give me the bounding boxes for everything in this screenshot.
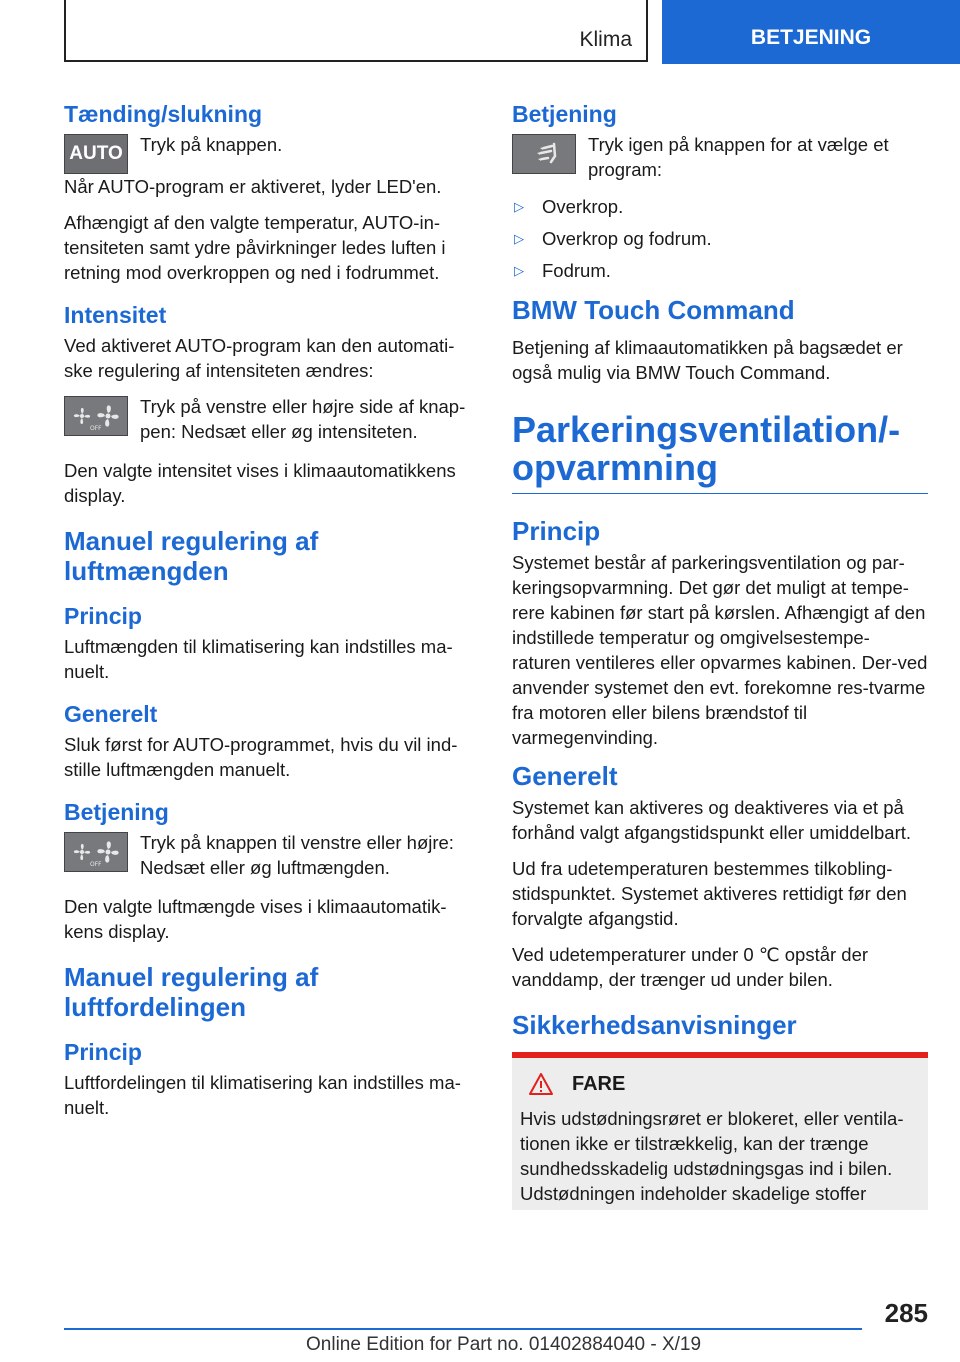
warning-header <box>520 1072 920 1096</box>
right-column <box>512 100 928 1210</box>
paragraph: Systemet kan aktiveres og deaktiveres via et på forhånd valgt afgangstidspunkt eller umiddelbart. <box>512 797 912 843</box>
heading-generelt: Generelt <box>512 761 618 791</box>
paragraph: Ud fra udetemperaturen bestemmes tilkobling-stidspunktet. Systemet aktiveres rettidigt før den forvalgte afgangstid. <box>512 858 907 929</box>
intensity-button-row <box>64 394 474 450</box>
heading-intensitet: Intensitet <box>64 302 167 328</box>
fan-button-icon <box>64 396 128 436</box>
distribution-button-row <box>512 132 928 188</box>
paragraph: Den valgte luftmængde vises i klimaautomatik-kens display. <box>64 896 447 942</box>
heading-princip: Princip <box>64 1039 142 1065</box>
fan-button-icon <box>64 832 128 872</box>
auto-button-icon: AUTO <box>64 134 128 174</box>
paragraph: Sluk først for AUTO-programmet, hvis du vil ind-stille luftmængden manuelt. <box>64 734 458 780</box>
heading-manuel-luftfordeling: Manuel regulering af luftfordelingen <box>64 962 319 1022</box>
auto-text <box>140 132 282 163</box>
paragraph: Systemet består af parkeringsventilation og par-keringsopvarmning. Det gør det muligt at tempe-rere kabinen før start på kørslen. Afhængigt af den indstillede temperatur og omgivelsestempe-raturen ventileres eller opvarmes kabinen. Der-ved anvender systemet den evt. forekomne res-tvarme fra motoren eller bilens brændstof til varmegenvinding. <box>512 552 928 748</box>
heading-betjening: Betjening <box>64 799 169 825</box>
warning-box <box>512 1058 928 1210</box>
paragraph: Ved aktiveret AUTO-program kan den automati-ske regulering af intensiteten ændres: <box>64 335 455 381</box>
paragraph: Luftfordelingen til klimatisering kan indstilles ma-nuelt. <box>64 1072 461 1118</box>
heading-bmw-touch-command: BMW Touch Command <box>512 295 795 325</box>
list-item: ▷ Overkrop og fodrum. <box>514 228 712 249</box>
paragraph: Luftmængden til klimatisering kan indstilles ma-nuelt. <box>64 636 453 682</box>
airflow-button-row <box>64 830 474 886</box>
warning-text: Hvis udstødningsrøret er blokeret, eller ventila-tionen ikke er tilstrækkelig, kan der trænge sundhedsskadelig udstødningsgas ind i bilen. Udstødningen indeholder skadelige stoffer <box>520 1108 904 1204</box>
heading-generelt: Generelt <box>64 701 158 727</box>
heading-sikkerhedsanvisninger: Sikkerhedsanvisninger <box>512 1010 797 1040</box>
paragraph: Betjening af klimaautomatikken på bagsædet er også mulig via BMW Touch Command. <box>512 337 903 383</box>
triangle-bullet-icon: ▷ <box>514 263 524 278</box>
heading-taending: Tænding/slukning <box>64 101 263 127</box>
heading-princip: Princip <box>512 516 601 546</box>
paragraph: Tryk på venstre eller højre side af knap-pen: Nedsæt eller øg intensiteten. <box>140 396 466 442</box>
triangle-bullet-icon: ▷ <box>514 231 524 246</box>
list-item: ▷ Overkrop. <box>514 196 624 217</box>
heading-parkeringsventilation: Parkeringsventilation/-opvarmning <box>512 411 928 494</box>
header-section-title: Klima <box>579 28 632 51</box>
paragraph: Tryk på knappen til venstre eller højre: Nedsæt eller øg luftmængden. <box>140 832 454 878</box>
footer-divider <box>64 1328 862 1330</box>
list-item: ▷ Fodrum. <box>514 260 611 281</box>
warning-title: FARE <box>572 1072 626 1095</box>
auto-button-row <box>64 132 474 174</box>
program-list <box>512 194 928 283</box>
svg-text:OFF: OFF <box>90 861 102 868</box>
triangle-bullet-icon: ▷ <box>514 199 524 214</box>
paragraph: Tryk igen på knappen for at vælge et program: <box>588 134 889 180</box>
page-number: 285 <box>884 1298 928 1328</box>
paragraph: Når AUTO-program er aktiveret, lyder LED'en. <box>64 176 442 197</box>
warning-triangle-icon <box>528 1072 554 1096</box>
heading-betjening: Betjening <box>512 101 617 127</box>
paragraph: Den valgte intensitet vises i klimaautomatikkens display. <box>64 460 456 506</box>
header-frame <box>64 0 648 62</box>
header-chapter-tab: BETJENING <box>662 0 960 64</box>
footer-edition: Online Edition for Part no. 01402884040 - X/19 <box>306 1334 702 1355</box>
heading-princip: Princip <box>64 603 142 629</box>
svg-text:OFF: OFF <box>90 425 102 432</box>
left-column <box>64 100 474 1131</box>
air-distribution-icon <box>512 134 576 174</box>
paragraph: Ved udetemperaturer under 0 ℃ opstår der vanddamp, der trænger ud under bilen. <box>512 944 869 990</box>
paragraph: Tryk på knappen. <box>140 134 283 155</box>
heading-manuel-luftmaengde: Manuel regulering af luftmængden <box>64 526 319 586</box>
paragraph: Afhængigt af den valgte temperatur, AUTO-in-tensiteten samt ydre påvirkninger ledes luften i retning mod overkroppen og ned i fodrummet. <box>64 212 446 283</box>
